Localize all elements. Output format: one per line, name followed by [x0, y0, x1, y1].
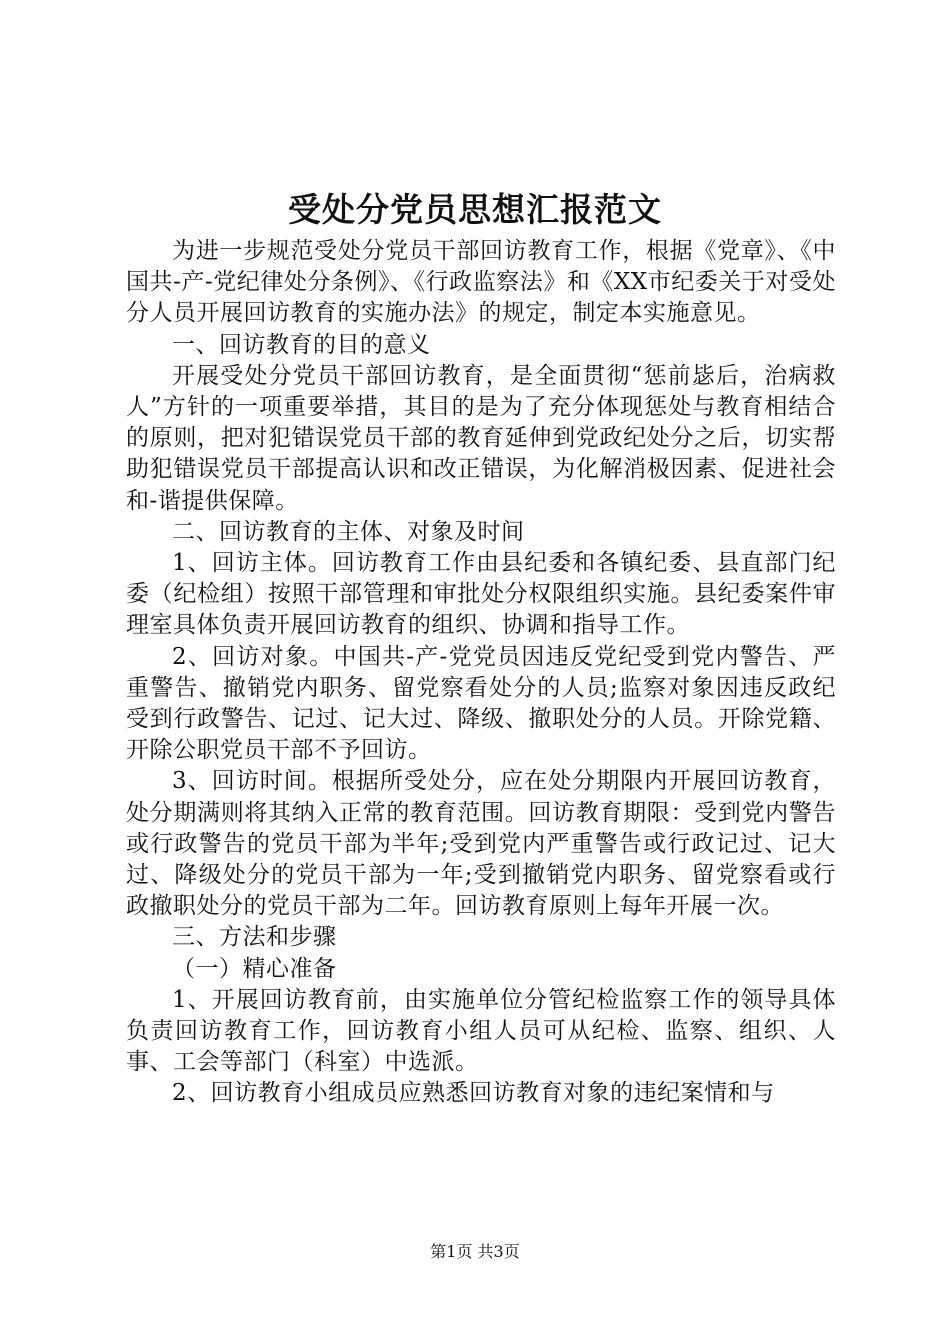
page-footer: 第1页 共3页	[430, 1242, 520, 1261]
document-body	[126, 236, 836, 1110]
paragraph-purpose: 开展受处分党员干部回访教育，是全面贯彻“惩前毖后，治病救人”方针的一项重要举措，其目的是为了充分体现惩处与教育相结合的原则，把对犯错误党员干部的教育延伸到党政纪处分之后，切实帮助犯错误党员干部提高认识和改正错误，为化解消极因素、促进社会和-谐提供保障。	[126, 362, 836, 514]
document-title: 受处分党员思想汇报范文	[288, 190, 662, 229]
section-heading-2: 二、回访教育的主体、对象及时间	[172, 518, 525, 545]
paragraph-prep-2: 2、回访教育小组成员应熟悉回访教育对象的违纪案情和与	[172, 1080, 775, 1107]
paragraph-subject: 1、回访主体。回访教育工作由县纪委和各镇纪委、县直部门纪委（纪检组）按照干部管理和审批处分权限组织实施。县纪委案件审理室具体负责开展回访教育的组织、协调和指导工作。	[126, 550, 836, 639]
paragraph-intro: 为进一步规范受处分党员干部回访教育工作，根据《党章》、《中国共-产-党纪律处分条例》、《行政监察法》和《XX市纪委关于对受处分人员开展回访教育的实施办法》的规定，制定本实施意见。	[126, 238, 836, 327]
section-heading-3: 三、方法和步骤	[172, 924, 337, 951]
section-heading-1: 一、回访教育的目的意义	[172, 331, 431, 358]
paragraph-target: 2、回访对象。中国共-产-党党员因违反党纪受到党内警告、严重警告、撤销党内职务、留党察看处分的人员;监察对象因违反政纪受到行政警告、记过、记大过、降级、撤职处分的人员。开除党籍、开除公职党员干部不予回访。	[126, 643, 836, 764]
paragraph-prep-1: 1、开展回访教育前，由实施单位分管纪检监察工作的领导具体负责回访教育工作，回访教育小组人员可从纪检、监察、组织、人事、工会等部门（科室）中选派。	[126, 986, 836, 1076]
paragraph-time: 3、回访时间。根据所受处分，应在处分期限内开展回访教育，处分期满则将其纳入正常的教育范围。回访教育期限：受到党内警告或行政警告的党员干部为半年;受到党内严重警告或行政记过、记大过、降级处分的党员干部为一年;受到撤销党内职务、留党察看或行政撤职处分的党员干部为二年。回访教育原则上每年开展一次。	[126, 768, 836, 920]
subsection-heading-1: （一）精心准备	[172, 955, 337, 982]
